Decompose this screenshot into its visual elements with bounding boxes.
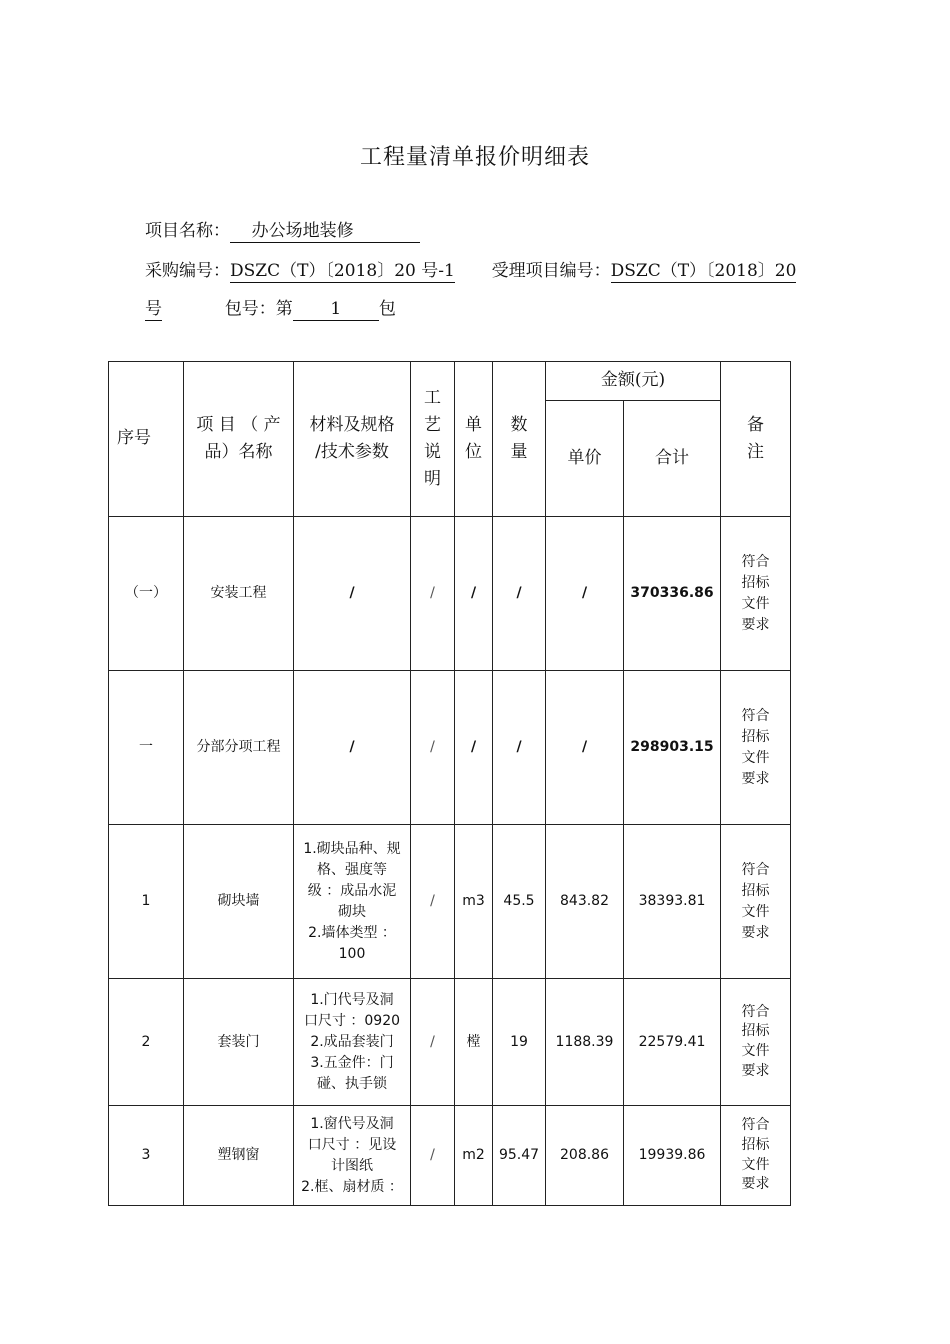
cell-total: 19939.86 [624, 1106, 721, 1206]
cell-unit: / [455, 517, 493, 671]
cell-seq: 一 [109, 671, 184, 825]
cell-total: 370336.86 [624, 517, 721, 671]
cell-qty: 45.5 [493, 825, 546, 979]
header-craft: 工 艺 说 明 [411, 362, 455, 517]
header-total: 合计 [624, 401, 721, 517]
cell-craft: / [411, 825, 455, 979]
project-name-line [145, 216, 420, 243]
table-row [109, 671, 791, 825]
cell-seq: 1 [109, 825, 184, 979]
cell-total: 298903.15 [624, 671, 721, 825]
header-spec: 材料及规格 /技术参数 [294, 362, 411, 517]
cell-spec: / [294, 671, 411, 825]
cell-total: 38393.81 [624, 825, 721, 979]
page-title: 工程量清单报价明细表 [359, 145, 590, 170]
cell-name: 套装门 [184, 979, 294, 1106]
cell-craft: / [411, 671, 455, 825]
cell-spec: 1.窗代号及洞 口尺寸 ：见设 计图纸 2.框、扇材质 ： [294, 1106, 411, 1206]
cell-qty: 95.47 [493, 1106, 546, 1206]
cell-spec: / [294, 517, 411, 671]
package-number: 1 [293, 299, 379, 321]
cell-price: / [546, 671, 624, 825]
cell-remark: 符合 招标 文件 要求 [721, 979, 791, 1106]
purchase-number-value: DSZC（T）〔2018〕20 号-1 [230, 256, 455, 283]
cell-spec: 1.砌块品种、规 格、强度等 级 ：成品水泥 砌块 2.墙体类型 ： 100 [294, 825, 411, 979]
package-label: 包号：第 [224, 299, 293, 319]
accept-number-label: 受理项目编号： [491, 261, 611, 281]
package-line [145, 294, 396, 321]
cell-name: 砌块墙 [184, 825, 294, 979]
cell-seq: 3 [109, 1106, 184, 1206]
cell-spec: 1.门代号及洞 口尺寸 ：0920 2.成品套装门 3.五金件：门 碰、执手锁 [294, 979, 411, 1106]
cell-name: 分部分项工程 [184, 671, 294, 825]
project-name-label: 项目名称： [145, 221, 230, 241]
project-name-value: 办公场地装修 [230, 216, 420, 243]
header-unit-price: 单价 [546, 401, 624, 517]
cell-craft: / [411, 1106, 455, 1206]
cell-seq: （一） [109, 517, 184, 671]
cell-price: 1188.39 [546, 979, 624, 1106]
cell-remark: 符合 招标 文件 要求 [721, 517, 791, 671]
cell-seq: 2 [109, 979, 184, 1106]
cell-unit: m3 [455, 825, 493, 979]
cell-remark: 符合 招标 文件 要求 [721, 1106, 791, 1206]
cell-remark: 符合 招标 文件 要求 [721, 825, 791, 979]
cell-craft: / [411, 979, 455, 1106]
header-seq: 序号 [109, 362, 184, 517]
cell-unit: m2 [455, 1106, 493, 1206]
table-row [109, 517, 791, 671]
quotation-table [108, 361, 791, 1206]
header-name: 项 目 （ 产 品）名称 [184, 362, 294, 517]
package-suffix: 包 [378, 299, 396, 319]
cell-price: / [546, 517, 624, 671]
header-qty: 数 量 [493, 362, 546, 517]
accept-number-value: DSZC（T）〔2018〕20 [611, 256, 797, 283]
cell-qty: / [493, 671, 546, 825]
table-row [109, 1106, 791, 1206]
cell-unit: 樘 [455, 979, 493, 1106]
table-row [109, 825, 791, 979]
cell-price: 843.82 [546, 825, 624, 979]
cell-price: 208.86 [546, 1106, 624, 1206]
cell-qty: 19 [493, 979, 546, 1106]
cell-craft: / [411, 517, 455, 671]
cell-name: 塑钢窗 [184, 1106, 294, 1206]
purchase-number-label: 采购编号： [145, 261, 230, 281]
header-unit: 单 位 [455, 362, 493, 517]
header-row-1 [109, 362, 791, 401]
header-amount: 金额(元) [546, 362, 721, 401]
header-remark: 备 注 [721, 362, 791, 517]
accept-number-continued: 号 [145, 294, 162, 321]
cell-unit: / [455, 671, 493, 825]
cell-total: 22579.41 [624, 979, 721, 1106]
cell-remark: 符合 招标 文件 要求 [721, 671, 791, 825]
table-row [109, 979, 791, 1106]
purchase-number-line [145, 256, 796, 283]
cell-name: 安装工程 [184, 517, 294, 671]
cell-qty: / [493, 517, 546, 671]
